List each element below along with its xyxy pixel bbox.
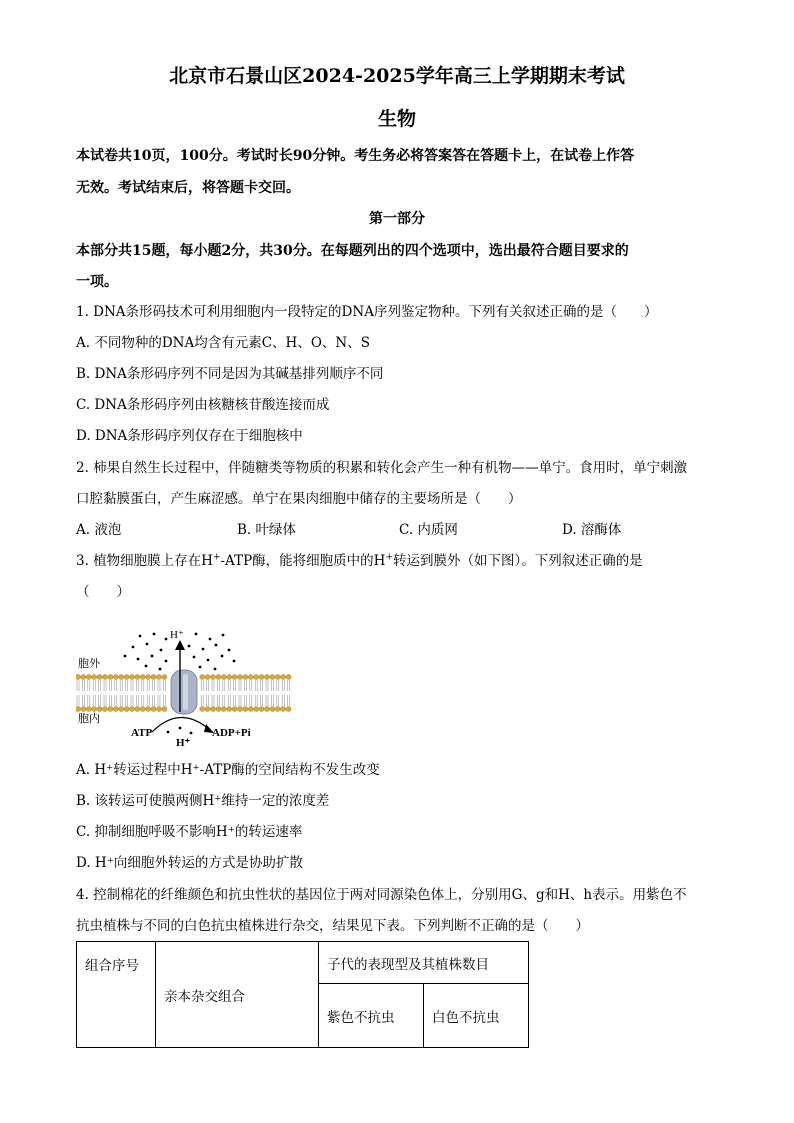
lipid-head: [259, 675, 264, 680]
q1-option-a: A. 不同物种的DNA均含有元素C、H、O、N、S: [76, 335, 370, 351]
lipid-head: [119, 707, 124, 712]
lipid-tail: [212, 680, 214, 691]
lipid-head: [286, 707, 291, 712]
lipid-head: [162, 707, 167, 712]
lipid-head: [86, 707, 91, 712]
lipid-head: [92, 675, 97, 680]
lipid-head: [221, 707, 226, 712]
lipid-head: [211, 675, 216, 680]
table-header-parents: 亲本杂交组合: [156, 942, 319, 1048]
lipid-head: [275, 675, 280, 680]
lipid-tail: [120, 695, 122, 706]
q2-stem-line1: 2. 柿果自然生长过程中，伴随糖类等物质的积累和转化会产生一种有机物——单宁。食用时，单宁刺激: [76, 460, 688, 476]
lipid-head: [265, 707, 270, 712]
lipid-head: [81, 675, 86, 680]
lipid-head: [243, 675, 248, 680]
lipid-head: [108, 707, 113, 712]
q1-option-c: C. DNA条形码序列由核糖核苷酸连接而成: [76, 397, 330, 413]
lipid-tail: [115, 680, 117, 691]
lipid-tail: [93, 695, 95, 706]
lipid-head: [157, 707, 162, 712]
lipid-head: [227, 707, 232, 712]
table-header-offspring: 子代的表现型及其植株数目: [319, 942, 529, 984]
lipid-head: [124, 707, 129, 712]
lipid-head: [227, 675, 232, 680]
lipid-head: [243, 707, 248, 712]
lipid-head: [130, 675, 135, 680]
lipid-head: [119, 675, 124, 680]
lipid-head: [232, 707, 237, 712]
lipid-tail: [147, 680, 149, 691]
lipid-head: [270, 675, 275, 680]
lipid-head: [151, 707, 156, 712]
table-header-group-id: 组合序号: [77, 942, 156, 1048]
q2-option-b: B. 叶绿体: [237, 522, 297, 538]
lipid-head: [248, 707, 253, 712]
q2-stem-line2: 口腔黏膜蛋白，产生麻涩感。单宁在果肉细胞中储存的主要场所是（ ）: [76, 491, 522, 507]
lipid-tail: [201, 680, 203, 691]
lipid-head: [205, 707, 210, 712]
lipid-tail: [277, 695, 279, 706]
lipid-tail: [271, 680, 273, 691]
q4-stem-line2: 抗虫植株与不同的白色抗虫植株进行杂交，结果见下表。下列判断不正确的是（ ）: [76, 918, 589, 934]
q3-option-a: A. H⁺转运过程中H⁺-ATP酶的空间结构不发生改变: [76, 762, 380, 778]
lipid-tail: [234, 695, 236, 706]
lipid-tail: [99, 695, 101, 706]
table-subheader-purple: 紫色不抗虫: [319, 984, 424, 1048]
lipid-tail: [109, 680, 111, 691]
lipid-tail: [201, 695, 203, 706]
lipid-tail: [255, 680, 257, 691]
lipid-tail: [126, 680, 128, 691]
lipid-head: [146, 675, 151, 680]
lipid-head: [146, 707, 151, 712]
lipid-tail: [223, 695, 225, 706]
lipid-head: [254, 707, 259, 712]
part-heading: 第一部分: [369, 211, 425, 227]
subject-title: 生物: [377, 108, 416, 130]
lipid-tail: [104, 695, 106, 706]
lipid-tail: [288, 695, 290, 706]
exam-title: 北京市石景山区2024-2025学年高三上学期期末考试: [169, 65, 625, 87]
lipid-head: [135, 675, 140, 680]
lipid-tail: [77, 680, 79, 691]
lipid-tail: [82, 695, 84, 706]
table-subheader-white: 白色不抗虫: [424, 984, 529, 1048]
lipid-tail: [77, 695, 79, 706]
q4-stem-line1: 4. 控制棉花的纤维颜色和抗虫性状的基因位于两对同源染色体上，分别用G、g和H、h表示。用紫色不: [76, 887, 687, 903]
lipid-head: [92, 707, 97, 712]
q2-option-a: A. 液泡: [76, 522, 122, 538]
instructions-line1: 本试卷共10页，100分。考试时长90分钟。考生务必将答案答在答题卡上，在试卷上作答: [76, 148, 635, 164]
instructions-line2: 无效。考试结束后，将答题卡交回。: [76, 180, 300, 196]
lipid-head: [97, 707, 102, 712]
lipid-tail: [163, 695, 165, 706]
lipid-head: [76, 675, 81, 680]
lipid-head: [140, 675, 145, 680]
q3-stem-sup1: +: [212, 552, 221, 563]
lipid-tail: [277, 680, 279, 691]
membrane-diagram: [76, 620, 296, 750]
lipid-head: [135, 707, 140, 712]
outside-label: 胞外: [78, 658, 100, 670]
lipid-head: [281, 675, 286, 680]
lipid-tail: [115, 695, 117, 706]
q2-option-c: C. 内质网: [399, 522, 458, 538]
part-desc-line1: 本部分共15题，每小题2分，共30分。在每题列出的四个选项中，选出最符合题目要求的: [76, 243, 629, 259]
lipid-tail: [136, 695, 138, 706]
protein-channel: [183, 674, 188, 710]
lipid-head: [86, 675, 91, 680]
lipid-tail: [136, 680, 138, 691]
lipid-head: [108, 675, 113, 680]
lipid-head: [151, 675, 156, 680]
lipid-head: [113, 675, 118, 680]
lipid-tail: [228, 695, 230, 706]
lipid-head: [265, 675, 270, 680]
lipid-tail: [261, 695, 263, 706]
atp-label: ATP: [131, 727, 153, 739]
lipid-tail: [255, 695, 257, 706]
lipid-tail: [88, 695, 90, 706]
q3-option-c: C. 抑制细胞呼吸不影响H⁺的转运速率: [76, 824, 303, 840]
q4-table: [76, 941, 529, 1048]
lipid-tail: [244, 680, 246, 691]
lipid-head: [232, 675, 237, 680]
lipid-tail: [234, 680, 236, 691]
lipid-head: [216, 707, 221, 712]
lipid-tail: [142, 695, 144, 706]
lipid-tail: [131, 680, 133, 691]
reaction-arc: [152, 717, 210, 732]
lipid-tail: [158, 680, 160, 691]
h-ion-top-label: H⁺: [170, 629, 184, 641]
lipid-head: [200, 675, 205, 680]
lipid-tail: [266, 680, 268, 691]
q3-stem: [76, 551, 643, 571]
q3-stem-sup2: +: [385, 552, 393, 563]
lipid-tail: [244, 695, 246, 706]
lipid-head: [113, 707, 118, 712]
lipid-head: [281, 707, 286, 712]
lipid-head: [157, 675, 162, 680]
q1-stem: 1. DNA条形码技术可利用细胞内一段特定的DNA序列鉴定物种。下列有关叙述正确的是（ ）: [76, 304, 658, 320]
q3-option-d: D. H⁺向细胞外转运的方式是协助扩散: [76, 855, 303, 871]
lipid-head: [238, 675, 243, 680]
lipid-tail: [153, 695, 155, 706]
lipid-tail: [131, 695, 133, 706]
lipid-head: [205, 675, 210, 680]
lipid-head: [248, 675, 253, 680]
transport-arrowhead: [175, 640, 185, 650]
q3-option-b: B. 该转运可使膜两侧H⁺维持一定的浓度差: [76, 793, 330, 809]
lipid-head: [221, 675, 226, 680]
lipid-head: [130, 707, 135, 712]
lipid-tail: [282, 695, 284, 706]
lipid-tail: [99, 680, 101, 691]
lipid-tail: [207, 680, 209, 691]
q3-stem-mid: -ATP酶，能将细胞质中的H: [220, 553, 386, 569]
lipid-head: [140, 707, 145, 712]
adp-label: ADP+Pi: [212, 727, 251, 739]
lipid-tail: [217, 695, 219, 706]
lipid-head: [270, 707, 275, 712]
lipid-tail: [207, 695, 209, 706]
lipid-head: [81, 707, 86, 712]
lipid-head: [286, 675, 291, 680]
lipid-tail: [250, 680, 252, 691]
lipid-head: [76, 707, 81, 712]
q1-option-b: B. DNA条形码序列不同是因为其碱基排列顺序不同: [76, 366, 384, 382]
q2-option-d: D. 溶酶体: [562, 522, 622, 538]
lipid-head: [103, 707, 108, 712]
lipid-head: [162, 675, 167, 680]
lipid-head: [103, 675, 108, 680]
q3-stem-pre: 3. 植物细胞膜上存在H: [76, 553, 213, 569]
lipid-head: [216, 675, 221, 680]
lipid-tail: [212, 695, 214, 706]
lipid-head: [275, 707, 280, 712]
lipid-tail: [271, 695, 273, 706]
lipid-tail: [163, 680, 165, 691]
q3-stem-post: 转运到膜外（如下图）。下列叙述正确的是: [392, 553, 643, 569]
lipid-tail: [88, 680, 90, 691]
q3-paren: （ ）: [76, 584, 130, 600]
lipid-tail: [147, 695, 149, 706]
lipid-head: [97, 675, 102, 680]
lipid-tail: [250, 695, 252, 706]
lipid-tail: [142, 680, 144, 691]
lipid-tail: [223, 680, 225, 691]
lipid-head: [259, 707, 264, 712]
lipid-tail: [217, 680, 219, 691]
lipid-tail: [120, 680, 122, 691]
lipid-tail: [266, 695, 268, 706]
lipid-head: [254, 675, 259, 680]
inside-label: 胞内: [78, 713, 100, 725]
part-desc-line2: 一项。: [76, 274, 118, 290]
lipid-tail: [228, 680, 230, 691]
lipid-tail: [158, 695, 160, 706]
h-ion-bottom-label: H⁺: [176, 737, 191, 749]
lipid-head: [124, 675, 129, 680]
lipid-tail: [239, 680, 241, 691]
lipid-tail: [82, 680, 84, 691]
h-ions-inside: [167, 727, 193, 735]
lipid-head: [238, 707, 243, 712]
lipid-tail: [109, 695, 111, 706]
lipid-tail: [261, 680, 263, 691]
lipid-head: [200, 707, 205, 712]
lipid-tail: [282, 680, 284, 691]
lipid-head: [211, 707, 216, 712]
lipid-tail: [93, 680, 95, 691]
lipid-tail: [153, 680, 155, 691]
lipid-tail: [239, 695, 241, 706]
lipid-tail: [126, 695, 128, 706]
q1-option-d: D. DNA条形码序列仅存在于细胞核中: [76, 428, 303, 444]
lipid-tail: [104, 680, 106, 691]
lipid-tail: [288, 680, 290, 691]
